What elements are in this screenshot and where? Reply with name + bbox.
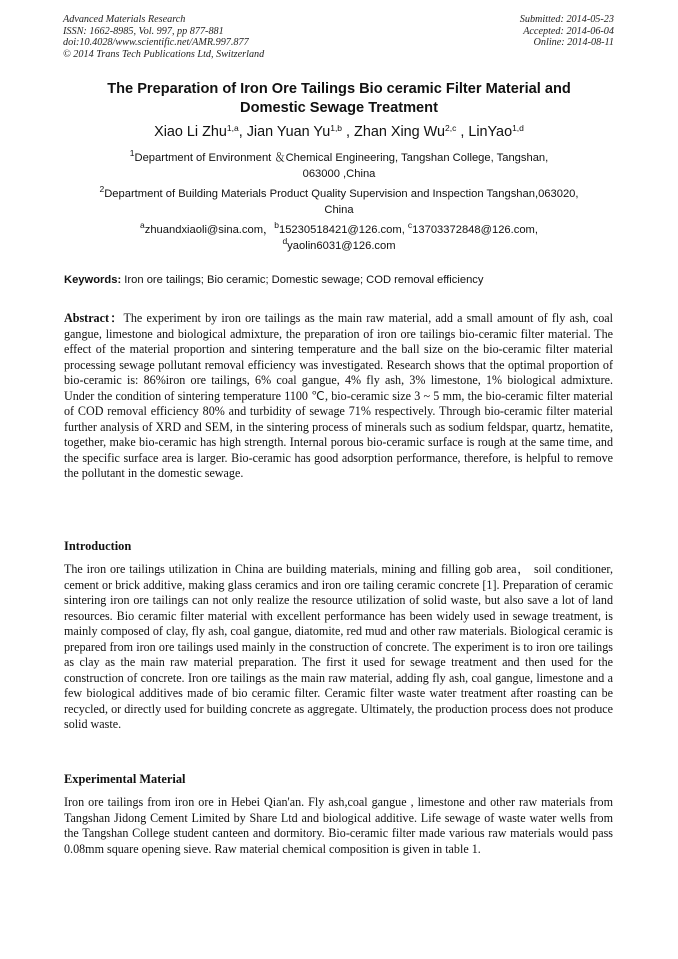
doi-line: doi:10.4028/www.scientific.net/AMR.997.877 (63, 37, 249, 49)
author-list (40, 123, 638, 141)
email-mark: c (407, 220, 413, 230)
email-mark: d (282, 236, 288, 246)
author-affiliation-mark: 1,b (330, 123, 343, 133)
author-separator: , (456, 124, 469, 140)
author-name: Jian Yuan Yu (246, 124, 331, 140)
email-link[interactable]: 13703372848@126.com, (412, 224, 538, 236)
email-link[interactable]: 15230518421@126.com, (278, 224, 408, 236)
author-name: Zhan Xing Wu (354, 124, 445, 140)
email-link[interactable]: zhuandxiaoli@sina.com， (144, 224, 275, 236)
author-emails (62, 222, 616, 254)
email-mark: a (140, 220, 145, 230)
affiliation-1-line-1: Department of Environment ＆Chemical Engineering, Tangshan College, Tangshan, (134, 152, 549, 164)
introduction-text: The iron ore tailings utilization in China are building materials, mining and filling gob area， soil conditioner, cement or brick additive, making glass ceramics and iron ore tailing ceramic concrete [1]. Preparation of ceramic sintering iron ore tailings can not only realize the resource utilization of solid waste, but also save a lot of land resources. Bio ceramic filter material with excellent performance has been widely used in sewage treatment, is mainly composed of clay, fly ash, coal gangue, diatomite, red mud and other raw materials. Biological ceramic is prepared from iron ore tailings used mainly in the construction of concrete. The experiment is to iron ore tailings as clay as the main raw material preparation. The first it used for sewage treatment and then used for the construction of concrete. Iron ore tailings as the main raw material, adding fly ash, coal gangue, limestone and a few biological additives made of bio ceramic filter. Ceramic filter waste water treatment after roasting can be recycled, or directly used for building concrete as aggregate. Ultimately, the production process does not produce solid waste. (64, 562, 613, 732)
author-affiliation-mark: 1,d (512, 123, 524, 133)
online-date: Online: 2014-08-11 (533, 37, 614, 49)
journal-name: Advanced Materials Research (63, 14, 186, 25)
copyright-line: © 2014 Trans Tech Publications Ltd, Switzerland (63, 48, 265, 60)
author-name: Xiao Li Zhu (154, 124, 227, 140)
affiliation-1-line-2: 063000 ,China (302, 168, 376, 180)
affiliation-mark: 1 (129, 148, 135, 158)
abstract (64, 311, 613, 482)
author-affiliation-mark: 2,c (444, 123, 457, 133)
author-separator: , (342, 124, 355, 140)
author-name: LinYao (468, 124, 513, 140)
affiliation-1 (62, 150, 616, 182)
journal-header-right (520, 14, 614, 49)
introduction-heading: Introduction (64, 539, 132, 553)
accepted-date: Accepted: 2014-06-04 (523, 25, 614, 37)
author-separator: , (238, 124, 247, 140)
submitted-date: Submitted: 2014-05-23 (519, 14, 614, 25)
keywords (64, 273, 624, 287)
affiliation-mark: 2 (99, 184, 105, 194)
email-mark: b (274, 220, 279, 230)
affiliation-2-line-2: China (324, 204, 354, 216)
journal-header-left (63, 14, 264, 60)
abstract-label: Abstract： (64, 311, 124, 325)
keywords-text: Iron ore tailings; Bio ceramic; Domestic sewage; COD removal efficiency (121, 274, 484, 286)
issn-line: ISSN: 1662-8985, Vol. 997, pp 877-881 (63, 25, 224, 37)
experimental-material-text: Iron ore tailings from iron ore in Hebei Qian'an. Fly ash,coal gangue , limestone and other raw materials from Tangshan Jidong Cement Limited by Share Ltd and biological additive. Life sewage of waste water wells from the Tangshan College student canteen and dormitory. Bio-ceramic filter made various raw materials would pass 0.08mm square opening sieve. Raw material chemical composition is given in table 1. (64, 795, 613, 856)
author-affiliation-mark: 1,a (226, 123, 239, 133)
affiliation-2-line-1: Department of Building Materials Product Quality Supervision and Inspection Tangshan,063020, (104, 188, 579, 200)
affiliation-2 (62, 186, 616, 218)
keywords-label: Keywords: (64, 274, 122, 286)
email-link[interactable]: yaolin6031@126.com (287, 240, 396, 252)
experimental-material-heading: Experimental Material (64, 772, 186, 786)
abstract-text: The experiment by iron ore tailings as the main raw material, add a small amount of fly ash, coal gangue, limestone and biological admixture, the preparation of iron ore tailings bio-ceramic filter material. The effect of the material proportion and sintering temperature and the ball size on the bio-ceramic filter material processing sewage pollutant removal efficiency was investigated. Research shows that the optimal proportion of bio-ceramic is: 86%iron ore tailings, 6% coal gangue, 4% fly ash, 3% limestone, 1% biological admixture. Under the condition of sintering temperature 1100 ℃, bio-ceramic size 3 ~ 5 mm, the bio-ceramic filter material of COD removal efficiency 80% and turbidity of sewage 71% respectively. Through bio-ceramic filter material further analysis of XRD and SEM, in the sintering process of minerals such as sodium feldspar, quartz, hematite, together, make bio-ceramic has high strength. Internal porous bio-ceramic surface is rough at the same time, and the specific surface area is larger. Bio-ceramic has good adsorption performance, therefore, is helpful to remove the pollutant in the domestic sewage. (64, 311, 613, 481)
paper-title (40, 80, 638, 118)
title-line-1: The Preparation of Iron Ore Tailings Bio ceramic Filter Material and (107, 81, 571, 97)
title-line-2: Domestic Sewage Treatment (240, 100, 438, 116)
